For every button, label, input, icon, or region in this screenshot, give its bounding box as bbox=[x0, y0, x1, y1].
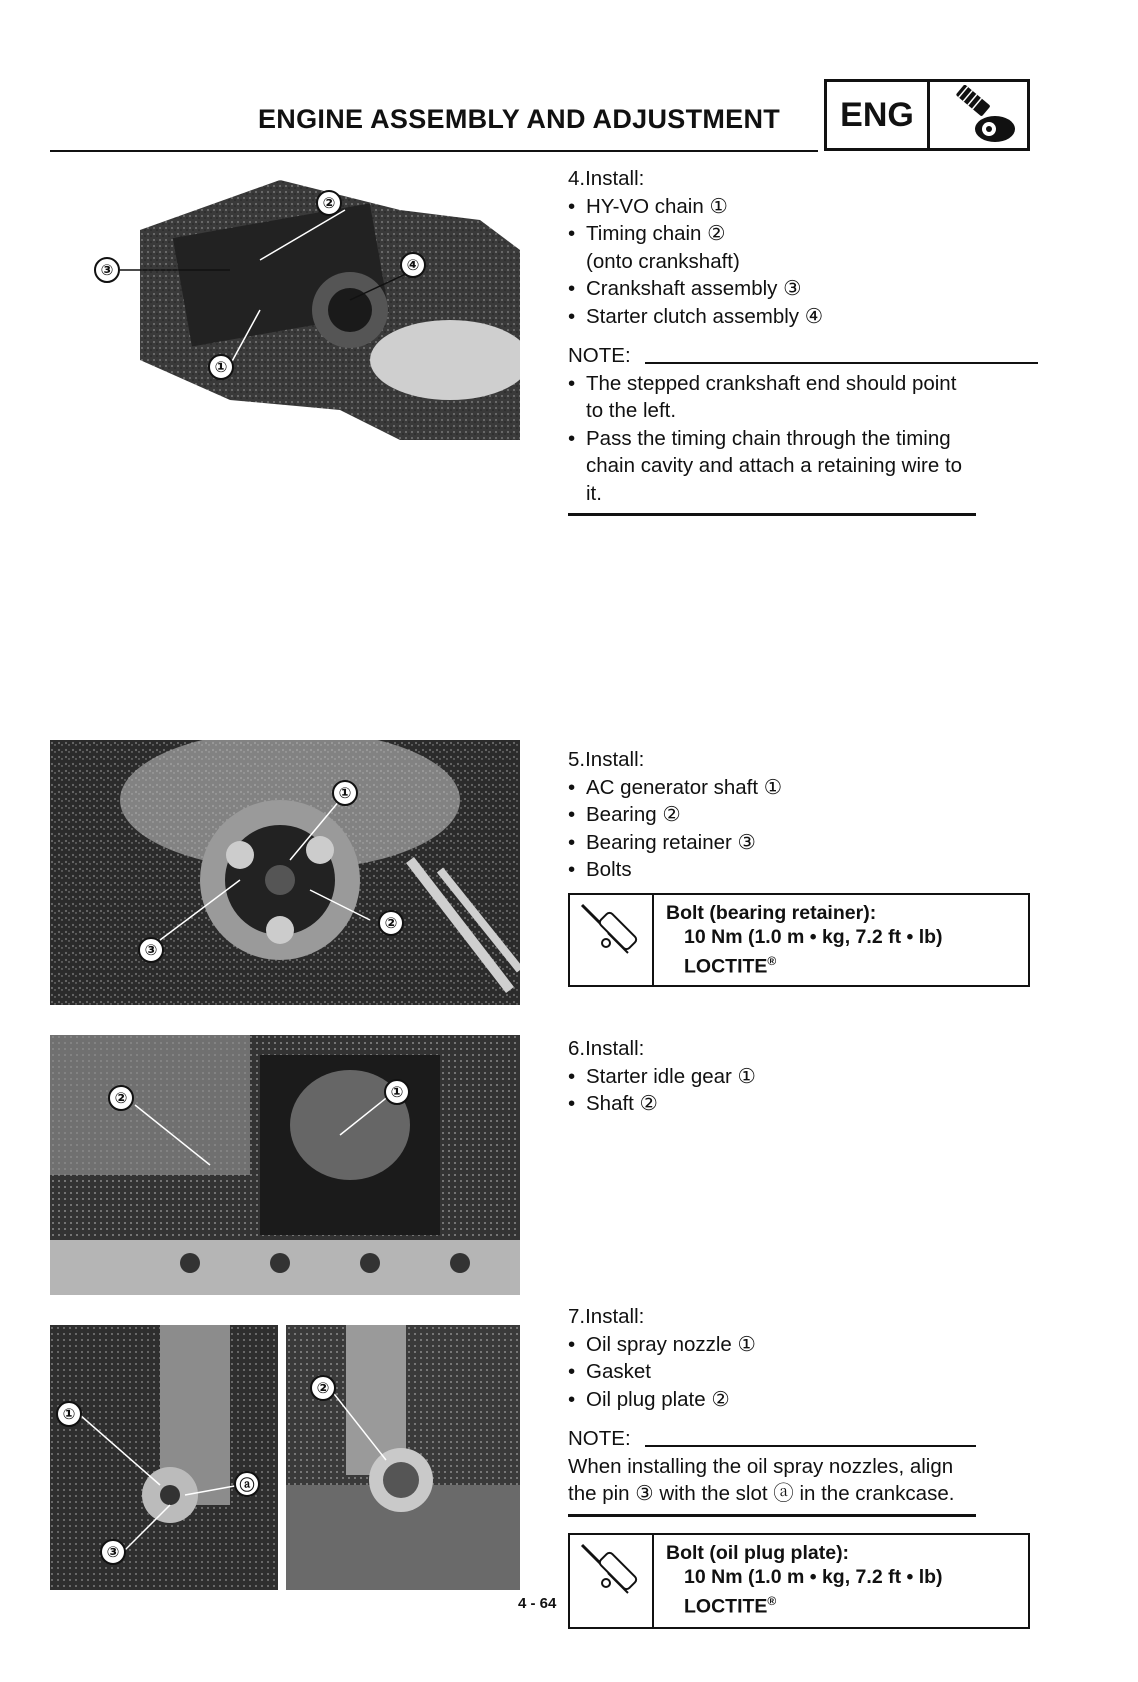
list-item: • AC generator shaft ① bbox=[568, 774, 1038, 802]
list-item-sub: (onto crankshaft) bbox=[586, 249, 740, 273]
callout-2: ② bbox=[310, 1375, 336, 1401]
torque-box-bearing-retainer bbox=[568, 893, 1030, 987]
callout-3: ③ bbox=[138, 937, 164, 963]
note-item: • Pass the timing chain through the timing chain cavity and attach a retaining wire to it. bbox=[568, 425, 976, 508]
list-item: • Starter idle gear ① bbox=[568, 1063, 1038, 1091]
list-item: • HY-VO chain ① bbox=[568, 193, 1038, 221]
photo-oil-spray-nozzle bbox=[50, 1325, 278, 1590]
loctite-label: LOCTITE bbox=[684, 955, 768, 978]
section-7-heading: 7.Install: bbox=[568, 1305, 645, 1328]
eng-badge bbox=[824, 79, 1030, 151]
callout-1: ① bbox=[208, 354, 234, 380]
torque-box-oil-plug-plate bbox=[568, 1533, 1030, 1629]
page-title: ENGINE ASSEMBLY AND ADJUSTMENT bbox=[258, 104, 781, 134]
section-6 bbox=[568, 1035, 1038, 1118]
eng-badge-label: ENG bbox=[827, 82, 930, 148]
list-item: • Gasket bbox=[568, 1358, 1038, 1386]
note-rule bbox=[645, 1445, 976, 1447]
callout-1: ① bbox=[384, 1079, 410, 1105]
section-4 bbox=[568, 165, 1038, 516]
note-item: • The stepped crankshaft end should point to the left. bbox=[568, 370, 976, 425]
photo-starter-idle-gear bbox=[50, 1035, 520, 1295]
callout-2: ② bbox=[108, 1085, 134, 1111]
list-item: • Crankshaft assembly ③ bbox=[568, 275, 1038, 303]
section-6-heading: 6.Install: bbox=[568, 1037, 645, 1060]
section-5 bbox=[568, 746, 1038, 884]
photo-ac-generator-shaft bbox=[50, 740, 520, 1005]
torque-wrench-icon bbox=[570, 895, 654, 985]
callout-2: ② bbox=[316, 190, 342, 216]
list-item: • Oil spray nozzle ① bbox=[568, 1331, 1038, 1359]
list-item-text: Timing chain ② bbox=[586, 222, 726, 245]
list-item bbox=[568, 220, 1038, 275]
registered-mark: ® bbox=[767, 1594, 777, 1608]
section-4-heading: 4.Install: bbox=[568, 167, 645, 190]
callout-2: ② bbox=[378, 910, 404, 936]
list-item: • Shaft ② bbox=[568, 1090, 1038, 1118]
list-item: • Starter clutch assembly ④ bbox=[568, 303, 1038, 331]
loctite-label: LOCTITE bbox=[684, 1595, 768, 1618]
callout-4: ④ bbox=[400, 252, 426, 278]
note-header bbox=[568, 1425, 976, 1453]
header-rule bbox=[50, 150, 818, 152]
registered-mark: ® bbox=[767, 954, 777, 968]
list-item: • Bearing retainer ③ bbox=[568, 829, 1038, 857]
note-label: NOTE: bbox=[568, 344, 631, 367]
torque-value: 10 Nm (1.0 m • kg, 7.2 ft • lb) bbox=[684, 926, 943, 948]
photo-crankshaft-assembly bbox=[80, 160, 520, 440]
list-item: • Bearing ② bbox=[568, 801, 1038, 829]
callout-3: ③ bbox=[100, 1539, 126, 1565]
note-header bbox=[568, 342, 1038, 370]
list-item: • Bolts bbox=[568, 856, 1038, 884]
callout-1: ① bbox=[56, 1401, 82, 1427]
note-label: NOTE: bbox=[568, 1427, 631, 1450]
torque-wrench-icon bbox=[570, 1535, 654, 1627]
note-end-rule bbox=[568, 513, 976, 516]
note-text: When installing the oil spray nozzles, align the pin ③ with the slot ⓐ in the crankcase. bbox=[568, 1454, 955, 1505]
section-5-heading: 5.Install: bbox=[568, 748, 645, 771]
list-item: • Oil plug plate ② bbox=[568, 1386, 1038, 1414]
callout-3: ③ bbox=[94, 257, 120, 283]
torque-label: Bolt (oil plug plate): bbox=[666, 1542, 850, 1564]
photo-oil-plug-plate bbox=[286, 1325, 520, 1590]
note-end-rule bbox=[568, 1514, 976, 1517]
note-rule bbox=[645, 362, 1038, 364]
engine-tool-icon bbox=[930, 82, 1027, 148]
torque-value: 10 Nm (1.0 m • kg, 7.2 ft • lb) bbox=[684, 1566, 943, 1588]
section-7 bbox=[568, 1303, 1038, 1517]
callout-1: ① bbox=[332, 780, 358, 806]
torque-label: Bolt (bearing retainer): bbox=[666, 902, 877, 924]
callout-a: ⓐ bbox=[234, 1471, 260, 1497]
page-number: 4 - 64 bbox=[518, 1595, 557, 1612]
